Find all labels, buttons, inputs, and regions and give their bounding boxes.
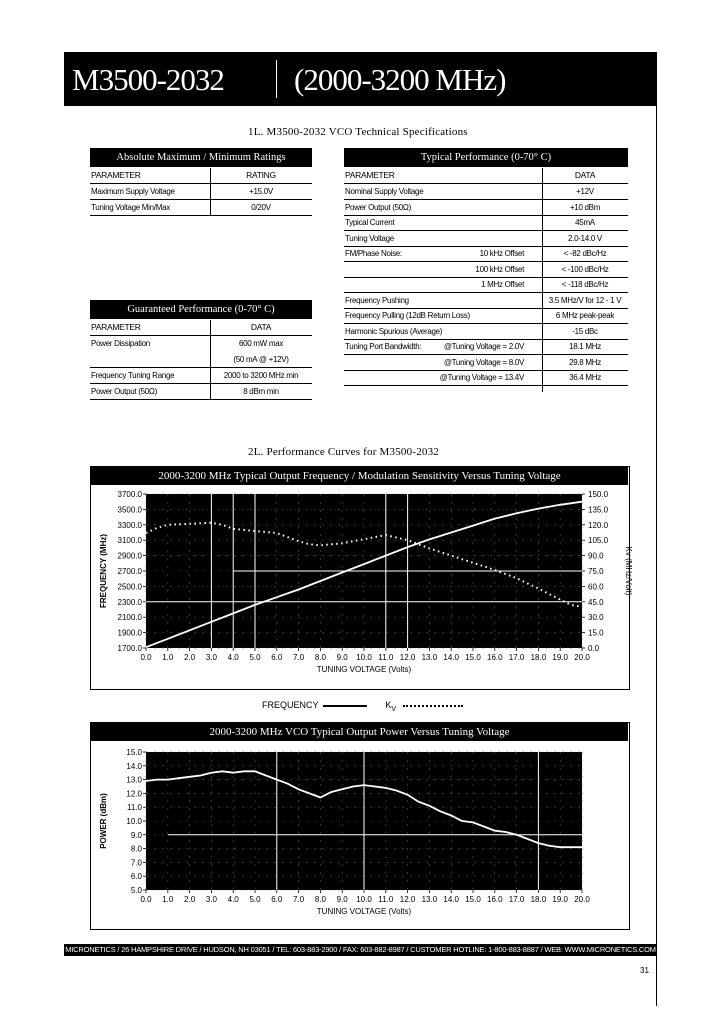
y-tick-label: 2500.0 bbox=[117, 582, 142, 592]
cell-parameter: Tuning Voltage Min/Max bbox=[91, 203, 170, 212]
y-axis-label: POWER (dBm) bbox=[99, 793, 108, 849]
chart1-frame bbox=[90, 466, 630, 690]
table-row bbox=[344, 262, 628, 278]
y-tick-label: 3500.0 bbox=[117, 505, 142, 515]
cell-value: 0/20V bbox=[251, 203, 271, 212]
cell-value: 36.4 MHz bbox=[569, 373, 601, 382]
x-axis-label: TUNING VOLTAGE (Volts) bbox=[316, 665, 412, 674]
y2-tick-label: 0.0 bbox=[588, 644, 600, 653]
column-divider bbox=[542, 168, 543, 392]
cell-value: < -82 dBc/Hz bbox=[563, 249, 607, 258]
table-row bbox=[344, 370, 628, 386]
x-tick-label: 2.0 bbox=[184, 653, 196, 662]
x-tick-label: 1.0 bbox=[162, 653, 174, 662]
section2-heading: 2L. Performance Curves for M3500-2032 bbox=[248, 446, 439, 458]
x-tick-label: 10.0 bbox=[356, 895, 372, 904]
frequency-range: (2000-3200 MHz) bbox=[294, 62, 506, 97]
col-parameter: PARAMETER bbox=[91, 322, 141, 332]
footer-contact: MICRONETICS / 26 HAMPSHIRE DRIVE / HUDSON, NH 03051 / TEL: 603-883-2900 / FAX: 603-882-8987 / CUSTOMER HOTLINE: 1-800-883-8887 / WEB: WWW.MICRONETICS.COM bbox=[65, 945, 656, 954]
y2-tick-label: 90.0 bbox=[588, 551, 604, 561]
y-tick-label: 2300.0 bbox=[117, 597, 142, 607]
cell-parameter: Typical Current bbox=[345, 218, 395, 227]
cell-value: 18.1 MHz bbox=[569, 342, 601, 351]
y2-tick-label: 150.0 bbox=[588, 490, 609, 499]
y-tick-label: 11.0 bbox=[127, 803, 142, 813]
cell-parameter: Power Output (50Ω) bbox=[91, 387, 157, 396]
cell-value: (50 mA @ +12V) bbox=[233, 355, 289, 364]
legend-kv-k: K bbox=[385, 700, 392, 710]
cell-value: 6 MHz peak-peak bbox=[555, 311, 615, 320]
table-row bbox=[90, 352, 312, 368]
section1-heading: 1L. M3500-2032 VCO Technical Specifications bbox=[248, 126, 468, 138]
x-tick-label: 4.0 bbox=[227, 895, 239, 904]
cell-value: +12V bbox=[576, 187, 594, 196]
x-tick-label: 9.0 bbox=[336, 653, 348, 662]
x-tick-label: 2.0 bbox=[184, 895, 196, 904]
x-tick-label: 4.0 bbox=[227, 653, 239, 662]
col-data: DATA bbox=[574, 170, 596, 180]
right-margin-rule bbox=[656, 106, 657, 1006]
x-tick-label: 11.0 bbox=[378, 653, 394, 662]
cell-parameter: FM/Phase Noise: bbox=[345, 249, 402, 258]
x-tick-label: 8.0 bbox=[314, 653, 326, 662]
guaranteed-perf-table bbox=[90, 320, 312, 400]
x-tick-label: 6.0 bbox=[271, 653, 283, 662]
y-tick-label: 6.0 bbox=[130, 872, 142, 882]
y-tick-label: 5.0 bbox=[130, 886, 142, 895]
y-tick-label: 12.0 bbox=[126, 789, 142, 799]
x-tick-label: 20.0 bbox=[574, 895, 590, 904]
cell-parameter: Tuning Voltage bbox=[345, 233, 394, 243]
title-divider bbox=[276, 60, 277, 98]
y-tick-label: 9.0 bbox=[130, 830, 142, 840]
x-tick-label: 13.0 bbox=[421, 895, 438, 904]
x-tick-label: 7.0 bbox=[293, 895, 305, 904]
guaranteed-perf-title: Guaranteed Performance (0-70° C) bbox=[90, 300, 312, 319]
cell-parameter: Power Dissipation bbox=[91, 339, 150, 348]
table-row bbox=[90, 384, 312, 400]
table-row bbox=[344, 215, 628, 231]
cell-parameter: Frequency Pushing bbox=[345, 295, 409, 305]
chart2-title: 2000-3200 MHz VCO Typical Output Power Versus Tuning Voltage bbox=[91, 723, 628, 741]
x-tick-label: 12.0 bbox=[399, 895, 416, 904]
x-tick-label: 0.0 bbox=[140, 895, 152, 904]
x-tick-label: 8.0 bbox=[314, 895, 326, 904]
x-tick-label: 20.0 bbox=[574, 653, 590, 662]
x-tick-label: 16.0 bbox=[487, 653, 503, 662]
cell-value: +15.0V bbox=[249, 187, 273, 196]
y-tick-label: 14.0 bbox=[126, 761, 142, 771]
chart1-legend bbox=[262, 700, 463, 713]
table-row bbox=[344, 339, 628, 355]
x-tick-label: 1.0 bbox=[162, 895, 174, 904]
cell-subparameter: @Tuning Voltage = 2.0V bbox=[443, 342, 524, 351]
y-tick-label: 2900.0 bbox=[117, 551, 142, 561]
x-tick-label: 19.0 bbox=[552, 653, 568, 662]
table-row bbox=[344, 308, 628, 324]
cell-value: -15 dBc bbox=[572, 326, 598, 336]
col-parameter: PARAMETER bbox=[91, 170, 141, 180]
cell-value: 45mA bbox=[575, 218, 595, 227]
x-tick-label: 5.0 bbox=[249, 653, 261, 662]
cell-parameter: Frequency Tuning Range bbox=[91, 371, 175, 380]
table-row bbox=[90, 336, 312, 351]
y-tick-label: 15.0 bbox=[126, 748, 142, 757]
y2-tick-label: 45.0 bbox=[588, 597, 604, 607]
col-data: DATA bbox=[250, 322, 272, 332]
title-bar bbox=[64, 52, 657, 106]
table-row bbox=[344, 324, 628, 340]
cell-value: 29.8 MHz bbox=[569, 357, 601, 367]
x-axis-label: TUNING VOLTAGE (Volts) bbox=[316, 907, 412, 916]
table-header-row bbox=[90, 168, 312, 184]
cell-subparameter: 100 kHz Offset bbox=[475, 264, 524, 274]
cell-subparameter: @Tuning Voltage = 13.4V bbox=[439, 373, 524, 382]
x-tick-label: 18.0 bbox=[530, 895, 547, 904]
col-rating: RATING bbox=[246, 170, 276, 180]
y2-tick-label: 120.0 bbox=[588, 520, 609, 530]
y2-tick-label: 135.0 bbox=[588, 505, 609, 515]
x-tick-label: 17.0 bbox=[508, 895, 525, 904]
y-tick-label: 13.0 bbox=[126, 775, 142, 785]
cell-parameter: Maximum Supply Voltage bbox=[91, 187, 175, 196]
cell-value: 2000 to 3200 MHz min bbox=[223, 371, 299, 380]
cell-value: < -118 dBc/Hz bbox=[561, 280, 609, 289]
y-tick-label: 8.0 bbox=[130, 844, 142, 854]
cell-parameter: Power Output (50Ω) bbox=[345, 202, 411, 212]
x-tick-label: 3.0 bbox=[205, 653, 217, 662]
model-number: M3500-2032 bbox=[72, 62, 224, 97]
cell-parameter: Frequency Pulling (12dB Return Loss) bbox=[345, 311, 470, 320]
y-tick-label: 3300.0 bbox=[117, 520, 142, 530]
y2-axis-label: Kv (MHz/Volt) bbox=[624, 546, 633, 596]
table-row bbox=[90, 200, 312, 216]
x-tick-label: 12.0 bbox=[399, 653, 416, 662]
cell-parameter: Harmonic Spurious (Average) bbox=[345, 326, 443, 336]
x-tick-label: 15.0 bbox=[465, 653, 481, 662]
y-tick-label: 3700.0 bbox=[117, 490, 142, 499]
table-row bbox=[90, 368, 312, 384]
x-tick-label: 15.0 bbox=[465, 895, 481, 904]
x-tick-label: 16.0 bbox=[487, 895, 503, 904]
table-row bbox=[344, 231, 628, 247]
abs-ratings-title: Absolute Maximum / Minimum Ratings bbox=[90, 148, 312, 167]
cell-subparameter: @Tuning Voltage = 8.0V bbox=[443, 357, 524, 367]
abs-ratings-table bbox=[90, 168, 312, 216]
legend-frequency-swatch bbox=[323, 705, 367, 707]
x-tick-label: 14.0 bbox=[443, 653, 459, 662]
legend-kv-swatch bbox=[403, 705, 463, 707]
y-tick-label: 1900.0 bbox=[117, 628, 142, 638]
x-tick-label: 11.0 bbox=[378, 895, 394, 904]
typical-perf-title: Typical Performance (0-70° C) bbox=[344, 148, 628, 167]
cell-parameter: Nominal Supply Voltage bbox=[345, 187, 424, 196]
table-row bbox=[344, 246, 628, 262]
x-tick-label: 17.0 bbox=[508, 653, 525, 662]
legend-kv-sub: V bbox=[391, 705, 397, 713]
y-axis-label: FREQUENCY (MHz) bbox=[99, 533, 108, 609]
x-tick-label: 19.0 bbox=[552, 895, 568, 904]
y-tick-label: 1700.0 bbox=[117, 644, 142, 653]
chart1-title: 2000-3200 MHz Typical Output Frequency / Modulation Sensitivity Versus Tuning Voltage bbox=[91, 467, 628, 485]
y-tick-label: 10.0 bbox=[126, 817, 142, 826]
x-tick-label: 18.0 bbox=[530, 653, 547, 662]
typical-perf-table bbox=[344, 168, 628, 392]
table-row bbox=[344, 293, 628, 309]
y2-tick-label: 75.0 bbox=[588, 567, 604, 576]
cell-value: 8 dBm min bbox=[243, 387, 279, 396]
x-tick-label: 9.0 bbox=[336, 895, 348, 904]
table-row bbox=[344, 200, 628, 216]
x-tick-label: 14.0 bbox=[443, 895, 459, 904]
legend-kv-label bbox=[385, 700, 397, 713]
table-row bbox=[344, 277, 628, 293]
y2-tick-label: 30.0 bbox=[588, 613, 604, 623]
x-tick-label: 0.0 bbox=[140, 653, 152, 662]
cell-value: < -100 dBc/Hz bbox=[561, 264, 609, 274]
cell-value: +10 dBm bbox=[569, 202, 601, 212]
table-row bbox=[90, 184, 312, 200]
column-divider bbox=[210, 320, 211, 400]
x-tick-label: 13.0 bbox=[421, 653, 438, 662]
column-divider bbox=[210, 168, 211, 216]
table-row bbox=[344, 355, 628, 371]
y2-tick-label: 60.0 bbox=[588, 582, 604, 592]
x-tick-label: 6.0 bbox=[271, 895, 283, 904]
y2-tick-label: 105.0 bbox=[588, 536, 609, 546]
x-tick-label: 7.0 bbox=[293, 653, 305, 662]
x-tick-label: 5.0 bbox=[249, 895, 261, 904]
cell-parameter: Tuning Port Bandwidth: bbox=[345, 342, 422, 351]
cell-subparameter: 1 MHz Offset bbox=[481, 280, 524, 289]
x-tick-label: 10.0 bbox=[356, 653, 372, 662]
y-tick-label: 2700.0 bbox=[117, 567, 142, 576]
cell-value: 600 mW max bbox=[238, 339, 284, 348]
col-parameter: PARAMETER bbox=[345, 170, 395, 180]
table-row bbox=[344, 184, 628, 200]
y-tick-label: 7.0 bbox=[130, 858, 142, 868]
chart2-frame bbox=[90, 722, 630, 930]
y2-tick-label: 15.0 bbox=[588, 628, 604, 638]
cell-value: 3.5 MHz/V for 12 - 1 V bbox=[548, 295, 622, 305]
cell-subparameter: 10 kHz Offset bbox=[479, 249, 524, 258]
cell-value: 2.0-14.0 V bbox=[568, 233, 602, 243]
x-tick-label: 3.0 bbox=[205, 895, 217, 904]
page-number: 31 bbox=[640, 966, 649, 975]
y-tick-label: 2100.0 bbox=[117, 613, 142, 623]
table-header-row bbox=[344, 168, 628, 184]
y-tick-label: 3100.0 bbox=[117, 536, 142, 546]
legend-frequency-label: FREQUENCY bbox=[262, 700, 319, 710]
table-header-row bbox=[90, 320, 312, 336]
